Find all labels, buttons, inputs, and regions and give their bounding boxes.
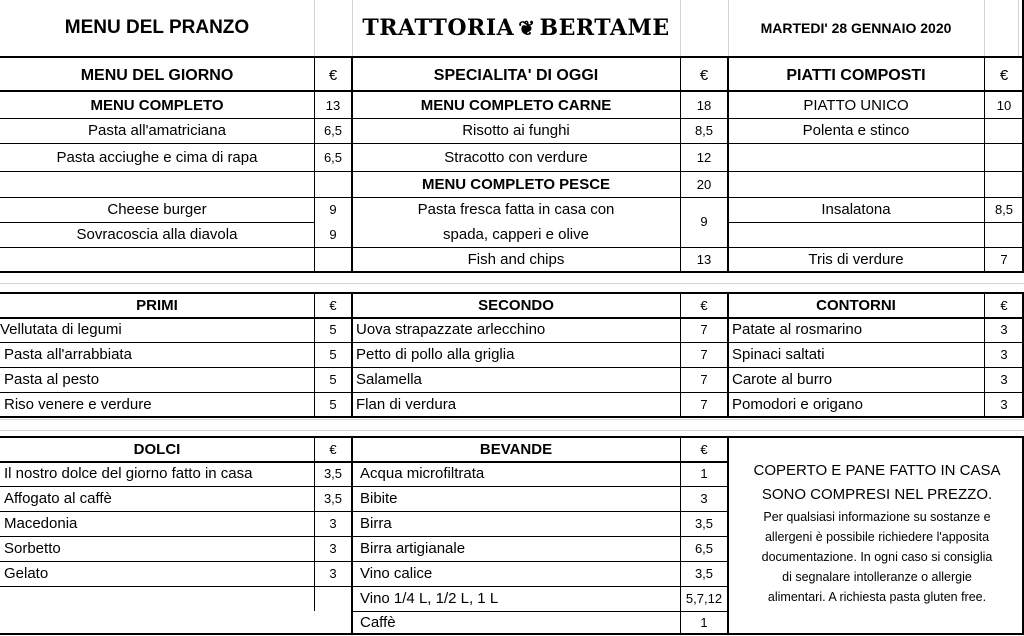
section-title-dolci: DOLCI	[133, 441, 181, 458]
note-line: di segnalare intolleranze o allergie	[782, 570, 972, 584]
section-title-primi: PRIMI	[136, 297, 178, 314]
section-title-bevande: BEVANDE	[479, 441, 553, 458]
item-price: 3	[1000, 322, 1008, 337]
section-title-piatti-composti: PIATTI COMPOSTI	[786, 67, 926, 84]
currency-header: €	[329, 298, 337, 313]
list-item: Carote al burro	[732, 370, 833, 388]
list-item: Vino 1/4 L, 1/2 L, 1 L	[360, 589, 499, 607]
item-price: 8,5	[694, 122, 714, 138]
list-item-continued: spada, capperi e olive	[443, 225, 589, 243]
restaurant-logo	[352, 0, 680, 56]
currency-header: €	[328, 67, 338, 84]
item-price: 3,5	[694, 515, 714, 531]
section-title-secondo: SECONDO	[478, 297, 554, 314]
menu-title: MENU DEL PRANZO	[64, 17, 250, 38]
item-price: 7	[700, 322, 708, 337]
item-price: 3,5	[323, 466, 343, 481]
list-item: Polenta e stinco	[802, 121, 910, 139]
item-price: 13	[325, 97, 341, 113]
section-title-specialita: SPECIALITA' DI OGGI	[433, 67, 599, 84]
item-price: 12	[696, 150, 712, 165]
brand-name-right: BERTAME	[539, 15, 670, 41]
currency-header: €	[699, 67, 709, 84]
item-price: 6,5	[694, 540, 714, 556]
list-item: MENU COMPLETO CARNE	[420, 96, 612, 114]
item-price: 5	[329, 396, 337, 412]
list-item: Vino calice	[360, 564, 433, 582]
item-price: 3	[329, 540, 337, 556]
note-line: COPERTO E PANE FATTO IN CASA	[753, 462, 1001, 479]
list-item: Caffè	[360, 613, 396, 631]
item-price: 7	[700, 371, 708, 387]
list-item: Stracotto con verdure	[444, 149, 588, 166]
item-price: 5,7,12	[685, 590, 723, 606]
list-item: Vellutata di legumi	[0, 321, 122, 338]
list-item: Uova strapazzate arlecchino	[356, 321, 546, 338]
list-item: Petto di pollo alla griglia	[356, 345, 515, 363]
item-price: 6,5	[323, 122, 343, 138]
item-price: 8,5	[994, 201, 1014, 217]
list-item: Cheese burger	[107, 200, 207, 218]
list-item: Birra artigianale	[360, 539, 466, 557]
currency-header: €	[1000, 298, 1008, 313]
list-item: Pasta fresca fatta in casa con	[417, 200, 615, 218]
item-price: 18	[696, 97, 712, 113]
item-price: 7	[1000, 251, 1008, 267]
list-item: Flan di verdura	[356, 395, 457, 413]
note-line: Per qualsiasi informazione su sostanze e	[763, 510, 991, 524]
info-note	[730, 433, 1024, 633]
item-price: 3	[700, 490, 708, 506]
list-item: Il nostro dolce del giorno fatto in casa	[4, 465, 253, 482]
item-price: 20	[696, 176, 712, 192]
item-price: 3,5	[694, 565, 714, 581]
menu-date: MARTEDI' 28 GENNAIO 2020	[760, 20, 952, 36]
currency-header: €	[700, 298, 708, 313]
item-price: 5	[329, 346, 337, 362]
item-price: 3	[1000, 371, 1008, 387]
list-item: Acqua microfiltrata	[360, 465, 485, 482]
currency-header: €	[700, 442, 708, 457]
list-item: Pasta all'amatriciana	[88, 121, 226, 139]
list-item: Macedonia	[4, 514, 78, 532]
item-price: 13	[696, 251, 712, 267]
list-item: Risotto ai funghi	[462, 121, 570, 139]
list-item: Pasta al pesto	[4, 370, 100, 388]
item-price: 5	[329, 371, 337, 387]
note-line: documentazione. In ogni caso si consiglia	[761, 550, 993, 564]
note-line: alimentari. A richiesta pasta gluten free.	[767, 590, 987, 604]
list-item: MENU COMPLETO	[90, 96, 224, 114]
currency-header: €	[329, 442, 337, 457]
item-price: 5	[329, 322, 337, 337]
list-item: Tris di verdure	[808, 250, 904, 268]
item-price: 7	[700, 346, 708, 362]
list-item: MENU COMPLETO PESCE	[421, 175, 611, 193]
item-price: 3,5	[323, 490, 343, 506]
list-item: Fish and chips	[467, 250, 565, 268]
list-item: Spinaci saltati	[732, 345, 825, 363]
ornament-icon: ❦	[518, 16, 536, 40]
list-item: Birra	[360, 514, 392, 532]
item-price: 6,5	[323, 150, 343, 165]
item-price: 1	[700, 466, 708, 481]
section-title-menu-del-giorno: MENU DEL GIORNO	[80, 67, 234, 84]
item-price: 7	[700, 396, 708, 412]
note-line: SONO COMPRESI NEL PREZZO.	[761, 486, 993, 503]
item-price: 3	[1000, 396, 1008, 412]
section-title-contorni: CONTORNI	[816, 297, 896, 314]
item-price: 3	[329, 515, 337, 531]
item-price: 3	[329, 565, 337, 581]
brand-name-left: TRATTORIA	[362, 15, 515, 41]
list-item: Riso venere e verdure	[4, 395, 152, 413]
item-price: 9	[329, 201, 337, 217]
list-item: Insalatona	[821, 200, 891, 218]
list-item: Affogato al caffè	[4, 489, 112, 507]
currency-header: €	[999, 67, 1009, 84]
item-price: 10	[996, 97, 1012, 113]
list-item: Pasta acciughe e cima di rapa	[56, 149, 258, 166]
item-price: 9	[700, 214, 708, 229]
list-item: Pomodori e origano	[732, 395, 863, 413]
note-line: allergeni è possibile richiedere l'apposita	[764, 530, 990, 544]
list-item: Sovracoscia alla diavola	[76, 225, 238, 243]
list-item: PIATTO UNICO	[803, 96, 909, 114]
item-price: 3	[1000, 346, 1008, 362]
list-item: Gelato	[4, 564, 49, 582]
item-price: 1	[700, 614, 708, 630]
list-item: Salamella	[356, 370, 422, 388]
list-item: Patate al rosmarino	[732, 321, 863, 338]
list-item: Pasta all'arrabbiata	[4, 345, 132, 363]
list-item: Bibite	[360, 489, 398, 507]
list-item: Sorbetto	[4, 539, 61, 557]
item-price: 9	[329, 226, 337, 242]
